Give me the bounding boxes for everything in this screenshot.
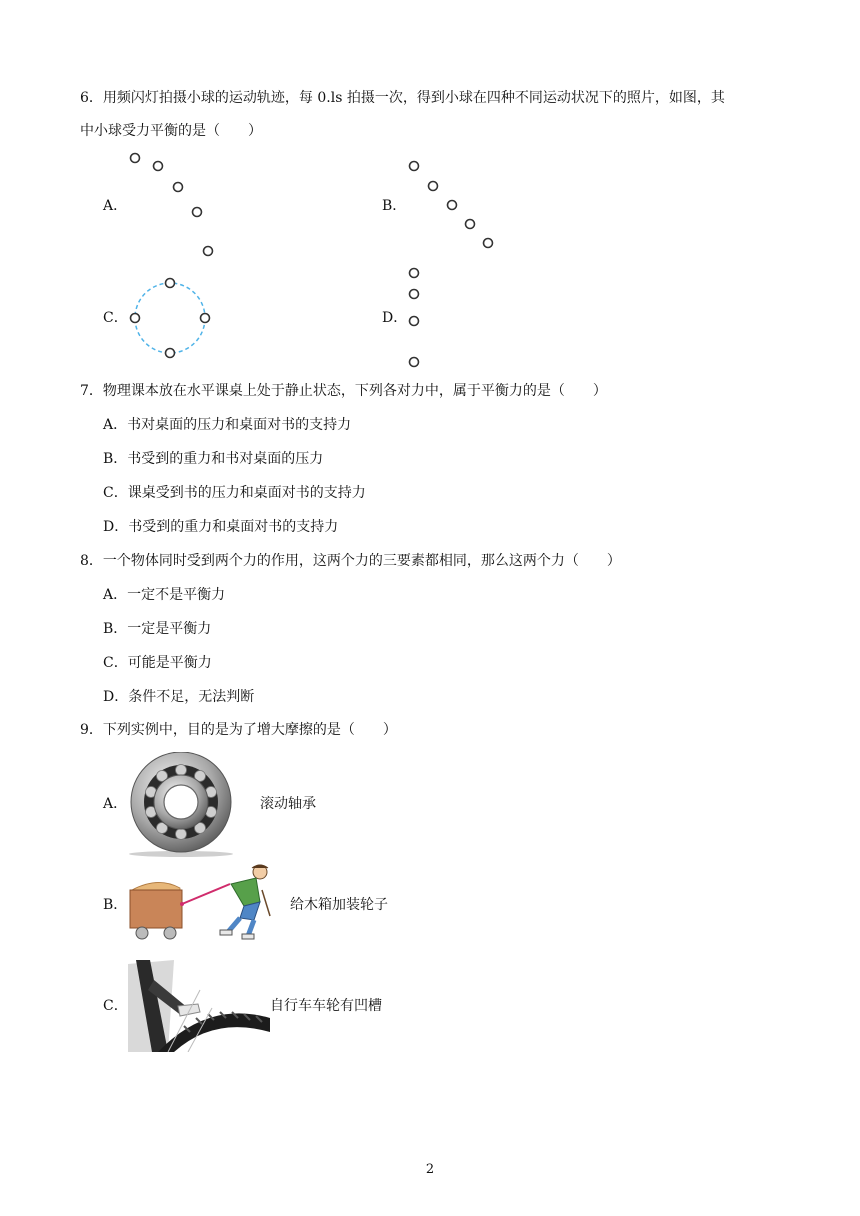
q8-stem: 8．一个物体同时受到两个力的作用，这两个力的三要素都相同，那么这两个力（ ） — [80, 553, 621, 569]
q6-figure-b — [410, 162, 493, 248]
ball-d4 — [410, 358, 419, 367]
q8-option-d: D．条件不足，无法判断 — [103, 689, 255, 705]
ball-a2 — [154, 162, 163, 171]
ball-a4 — [193, 208, 202, 217]
q7-stem: 7．物理课本放在水平课桌上处于静止状态，下列各对力中，属于平衡力的是（ ） — [80, 383, 607, 399]
q8-option-b: B．一定是平衡力 — [103, 621, 212, 637]
q9-stem: 9．下列实例中，目的是为了增大摩擦的是（ ） — [80, 722, 397, 738]
q9-option-c-letter: C． — [103, 998, 128, 1014]
q8-option-a: A．一定不是平衡力 — [103, 587, 226, 603]
ball-d3 — [410, 317, 419, 326]
ball-d2 — [410, 290, 419, 299]
ball-b1 — [410, 162, 419, 171]
q6-option-c-label: C． — [103, 310, 128, 326]
q6-option-a-label: A． — [103, 198, 128, 214]
q7-option-a: A．书对桌面的压力和桌面对书的支持力 — [103, 417, 352, 433]
q9-option-b-letter: B． — [103, 897, 128, 913]
page-number: 2 — [425, 1162, 435, 1177]
q6-figure-d — [410, 269, 419, 367]
bicycle-wheel-image — [128, 960, 270, 1052]
q9-option-a-text: 滚动轴承 — [260, 796, 316, 812]
ball-a5 — [204, 247, 213, 256]
q6-stem-line2: 中小球受力平衡的是（ ） — [80, 123, 262, 139]
q7-option-c: C．课桌受到书的压力和桌面对书的支持力 — [103, 485, 366, 501]
cart-pulling-image — [128, 862, 278, 942]
ball-b3 — [448, 201, 457, 210]
ball-a3 — [174, 183, 183, 192]
ball-b5 — [484, 239, 493, 248]
q9-option-b-text: 给木箱加装轮子 — [290, 897, 388, 913]
q6-option-d-label: D． — [382, 310, 408, 326]
ball-c2 — [201, 314, 210, 323]
ball-c3 — [166, 349, 175, 358]
ball-d1 — [410, 269, 419, 278]
ball-b2 — [429, 182, 438, 191]
q6-figure-c — [131, 279, 210, 358]
ball-bearing-image — [128, 752, 234, 858]
q9-option-c-text: 自行车车轮有凹槽 — [270, 998, 382, 1014]
q6-figure-a — [131, 154, 213, 256]
ball-a1 — [131, 154, 140, 163]
q6-option-b-label: B． — [382, 198, 407, 214]
ball-b4 — [466, 220, 475, 229]
q6-strobe-figures — [0, 0, 860, 380]
q8-option-c: C．可能是平衡力 — [103, 655, 212, 671]
q7-option-b: B．书受到的重力和书对桌面的压力 — [103, 451, 324, 467]
circular-path — [135, 283, 205, 353]
ball-c4 — [131, 314, 140, 323]
q6-stem-line1: 6．用频闪灯拍摄小球的运动轨迹，每 0.ls 拍摄一次，得到小球在四种不同运动状况下的照片，如图，其 — [80, 90, 725, 106]
ball-c1 — [166, 279, 175, 288]
q9-option-a-letter: A． — [103, 796, 128, 812]
q7-option-d: D．书受到的重力和桌面对书的支持力 — [103, 519, 339, 535]
